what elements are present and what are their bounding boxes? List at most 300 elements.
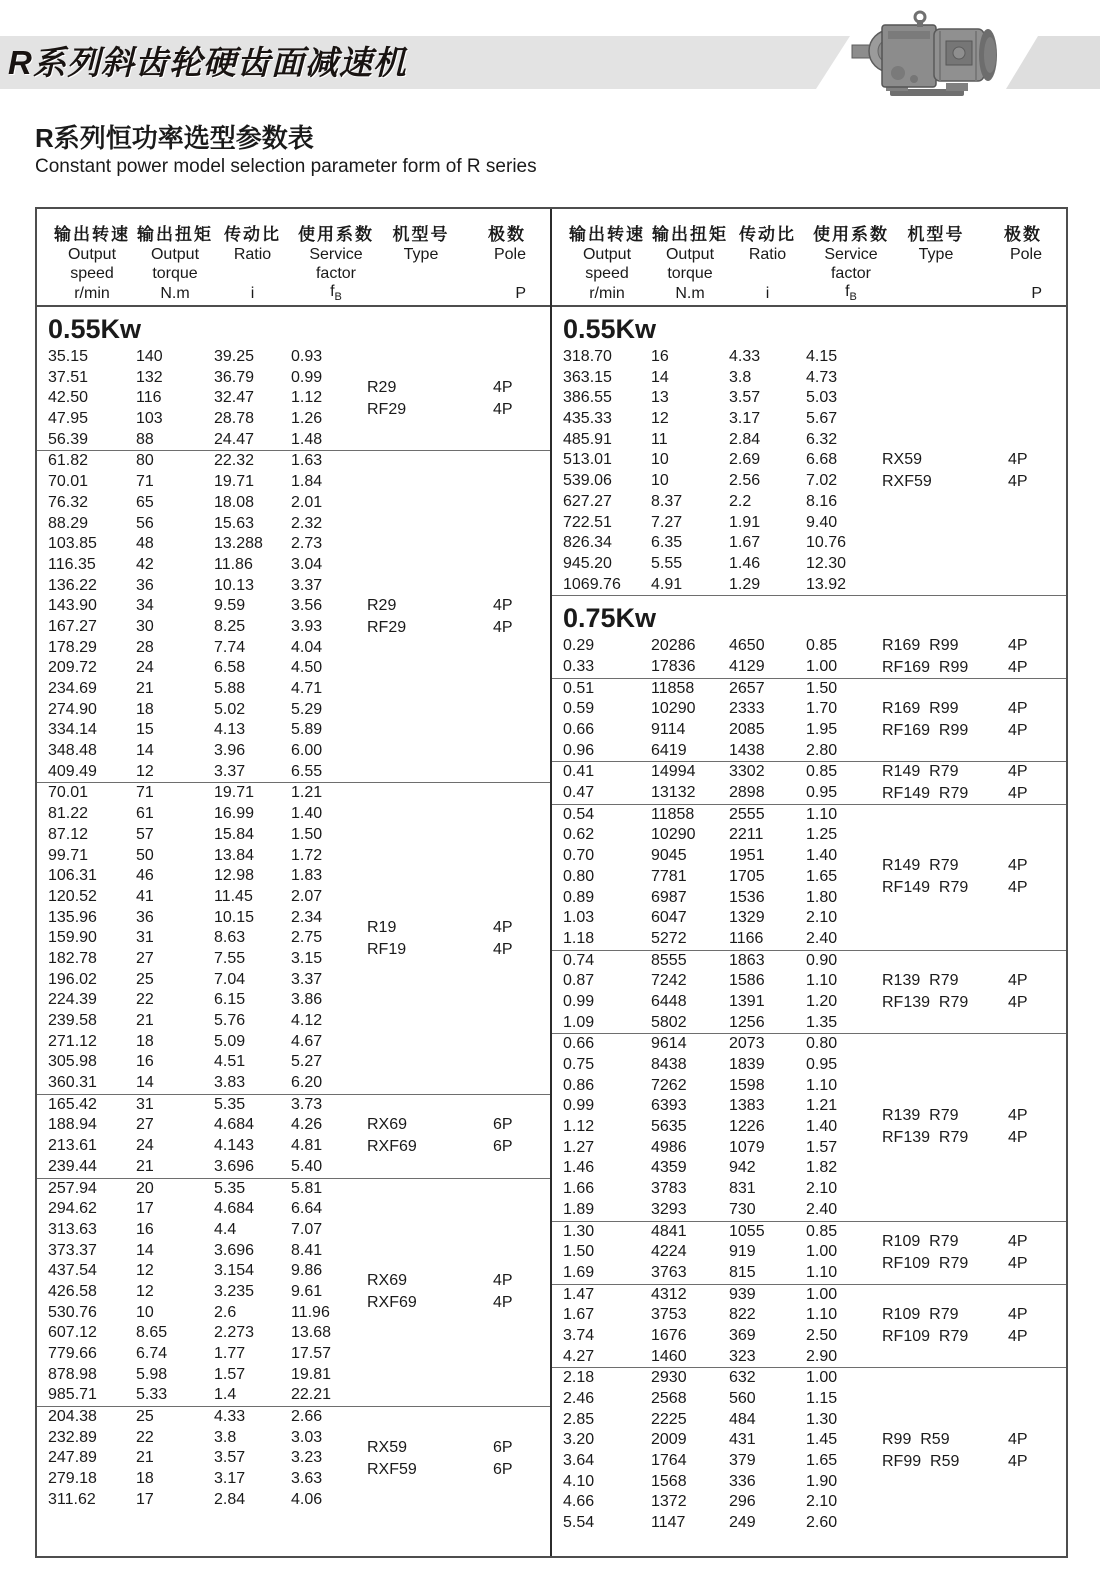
table-row [37, 720, 550, 741]
cell-torque: 22 [136, 991, 154, 1009]
cell-speed: 81.22 [48, 805, 89, 823]
cell-torque: 3753 [651, 1306, 687, 1324]
cell-ratio: 6.15 [214, 991, 246, 1009]
cell-speed: 4.66 [563, 1493, 595, 1511]
cell-speed: 0.51 [563, 679, 595, 697]
model-label: RXF59 [367, 1460, 417, 1478]
cell-ratio: 7.74 [214, 638, 246, 656]
type-pole-block [37, 1270, 550, 1314]
table-row [37, 1199, 550, 1220]
cell-ratio: 296 [729, 1493, 756, 1511]
table-row [552, 1076, 1066, 1097]
cell-torque: 41 [136, 887, 154, 905]
table-row [37, 1490, 550, 1511]
header-ratio: 传动比 Ratio i [739, 225, 796, 303]
cell-ratio: 1705 [729, 867, 765, 885]
pole-label: 4P [1008, 451, 1028, 469]
table-row [552, 368, 1066, 389]
cell-factor: 0.85 [806, 763, 838, 781]
cell-torque: 17836 [651, 657, 696, 675]
pole-label: 4P [493, 400, 513, 418]
cell-torque: 12 [651, 410, 669, 428]
cell-torque: 1764 [651, 1452, 687, 1470]
cell-factor: 3.04 [291, 555, 323, 573]
cell-factor: 2.07 [291, 887, 323, 905]
cell-factor: 3.63 [291, 1470, 323, 1488]
cell-torque: 25 [136, 970, 154, 988]
cell-torque: 9114 [651, 721, 686, 738]
cell-ratio: 3.83 [214, 1074, 246, 1092]
cell-factor: 10.76 [806, 534, 847, 552]
pole-label: 4P [1008, 1107, 1028, 1125]
table-row [37, 804, 550, 825]
cell-speed: 234.69 [48, 680, 97, 697]
cell-speed: 56.39 [48, 430, 89, 448]
cell-torque: 2009 [651, 1431, 687, 1449]
table-row [552, 679, 1066, 700]
cell-speed: 0.54 [563, 805, 595, 823]
cell-speed: 0.33 [563, 657, 595, 675]
cell-speed: 167.27 [48, 617, 97, 635]
model-label: RX59 [367, 1438, 408, 1456]
cell-speed: 136.22 [48, 576, 97, 594]
cell-torque: 4986 [651, 1138, 687, 1156]
model-label: RF109 R79 [882, 1254, 969, 1272]
cell-ratio: 1329 [729, 909, 765, 927]
model-group [552, 678, 1066, 762]
pole-label: 4P [1008, 1232, 1028, 1250]
table-row [37, 1344, 550, 1365]
model-group [552, 347, 1066, 595]
cell-factor: 1.12 [291, 389, 323, 407]
cell-speed: 4.10 [563, 1472, 595, 1490]
model-group [37, 450, 550, 782]
cell-ratio: 1.46 [729, 554, 761, 572]
cell-speed: 5.54 [563, 1514, 595, 1532]
cell-speed: 0.29 [563, 637, 595, 655]
cell-speed: 1.03 [563, 909, 595, 927]
pole-label: 4P [1008, 1305, 1028, 1323]
cell-speed: 826.34 [563, 534, 612, 552]
cell-speed: 373.37 [48, 1241, 97, 1259]
cell-torque: 4312 [651, 1285, 687, 1303]
cell-factor: 2.80 [806, 741, 838, 759]
table-row [37, 1241, 550, 1262]
cell-speed: 779.66 [48, 1345, 97, 1362]
cell-factor: 6.64 [291, 1200, 323, 1218]
cell-ratio: 323 [729, 1347, 756, 1365]
cell-torque: 31 [136, 1095, 154, 1113]
pole-label: 4P [1008, 879, 1028, 897]
cell-factor: 0.95 [806, 1056, 838, 1073]
cell-factor: 1.10 [806, 1263, 838, 1281]
cell-torque: 28 [136, 638, 154, 656]
cell-speed: 1.30 [563, 1222, 595, 1240]
type-line [552, 877, 1066, 899]
power-rating-heading: 0.55Kw [48, 314, 142, 344]
cell-speed: 305.98 [48, 1053, 97, 1071]
cell-ratio: 4129 [729, 657, 765, 675]
cell-ratio: 28.78 [214, 410, 255, 428]
cell-torque: 7781 [651, 867, 687, 885]
cell-factor: 0.99 [291, 368, 323, 386]
cell-speed: 945.20 [563, 554, 612, 572]
pole-label: 6P [493, 1116, 513, 1134]
cell-ratio: 730 [729, 1200, 756, 1218]
pole-label: 4P [1008, 1431, 1028, 1449]
cell-ratio: 1256 [729, 1013, 765, 1031]
cell-speed: 42.50 [48, 389, 89, 407]
cell-factor: 1.95 [806, 721, 838, 738]
model-group [552, 761, 1066, 803]
cell-factor: 6.20 [291, 1074, 323, 1092]
cell-factor: 2.10 [806, 1493, 838, 1511]
cell-ratio: 1.29 [729, 575, 761, 593]
cell-factor: 3.15 [291, 949, 323, 967]
type-line [37, 1114, 550, 1136]
cell-torque: 16 [136, 1220, 154, 1238]
cell-speed: 279.18 [48, 1470, 97, 1488]
cell-ratio: 3.96 [214, 742, 246, 760]
cell-torque: 13132 [651, 784, 696, 802]
cell-ratio: 2.2 [729, 492, 752, 510]
type-pole-block [37, 1114, 550, 1158]
cell-ratio: 1166 [729, 929, 764, 947]
cell-torque: 5.98 [136, 1365, 168, 1383]
pole-label: 4P [1008, 658, 1028, 676]
cell-speed: 271.12 [48, 1032, 97, 1050]
cell-torque: 18 [136, 1470, 154, 1488]
table-row [37, 1323, 550, 1344]
cell-ratio: 2073 [729, 1035, 765, 1053]
header-type: 机型号 Type [907, 225, 965, 263]
page-subtitle: Constant power model selection parameter form of R series [35, 156, 537, 177]
cell-factor: 2.01 [291, 493, 323, 511]
model-group [552, 1033, 1066, 1220]
cell-ratio: 1.91 [729, 513, 761, 531]
type-line [552, 471, 1066, 493]
cell-speed: 232.89 [48, 1428, 97, 1446]
cell-ratio: 632 [729, 1369, 756, 1387]
cell-ratio: 3.696 [214, 1241, 255, 1259]
cell-torque: 6448 [651, 992, 687, 1010]
type-line [552, 761, 1066, 783]
pole-label: 6P [493, 1138, 513, 1156]
cell-ratio: 1226 [729, 1118, 765, 1136]
model-label: RF149 R79 [882, 879, 969, 897]
table-body-left [37, 307, 550, 1511]
table-row [37, 1407, 550, 1428]
cell-ratio: 11.86 [214, 555, 253, 573]
cell-speed: 386.55 [563, 389, 612, 407]
cell-factor: 4.15 [806, 348, 838, 365]
cell-speed: 165.42 [48, 1095, 97, 1113]
cell-speed: 0.80 [563, 867, 595, 885]
cell-ratio: 3302 [729, 763, 765, 781]
header-type: 机型号 Type [392, 225, 450, 263]
cell-factor: 3.23 [291, 1449, 323, 1467]
cell-factor: 1.50 [291, 825, 323, 843]
cell-speed: 120.52 [48, 887, 97, 905]
cell-factor: 2.60 [806, 1514, 838, 1532]
cell-torque: 36 [136, 908, 154, 926]
cell-torque: 80 [136, 452, 154, 470]
cell-factor: 1.45 [806, 1431, 838, 1449]
cell-torque: 17 [136, 1490, 154, 1508]
table-row [552, 347, 1066, 368]
table-row [37, 825, 550, 846]
cell-ratio: 3.8 [729, 368, 752, 386]
cell-speed: 182.78 [48, 949, 97, 967]
table-row [552, 1472, 1066, 1493]
pole-label: 4P [1008, 785, 1028, 803]
table-row [552, 908, 1066, 929]
cell-speed: 1.89 [563, 1200, 595, 1218]
table-row [37, 762, 550, 783]
cell-factor: 1.82 [806, 1159, 838, 1177]
type-pole-block [552, 1105, 1066, 1149]
cell-ratio: 1438 [729, 741, 765, 759]
cell-factor: 4.26 [291, 1116, 323, 1134]
cell-speed: 47.95 [48, 410, 89, 428]
cell-speed: 360.31 [48, 1074, 97, 1092]
cell-torque: 5802 [651, 1013, 687, 1031]
cell-factor: 1.00 [806, 1285, 838, 1303]
table-row [37, 638, 550, 659]
cell-factor: 4.06 [291, 1490, 323, 1508]
model-label: RX69 [367, 1116, 408, 1134]
table-row [552, 554, 1066, 575]
cell-ratio: 3.154 [214, 1262, 255, 1280]
type-pole-block [552, 635, 1066, 679]
cell-factor: 3.03 [291, 1428, 323, 1446]
cell-factor: 2.50 [806, 1326, 838, 1344]
cell-speed: 1.27 [563, 1138, 595, 1156]
cell-factor: 9.40 [806, 513, 838, 531]
table-row [37, 846, 550, 867]
model-label: RF109 R79 [882, 1327, 969, 1345]
cell-speed: 985.71 [48, 1386, 97, 1404]
cell-torque: 4224 [651, 1243, 687, 1261]
model-label: R149 R79 [882, 763, 959, 781]
cell-torque: 12 [136, 1262, 154, 1280]
cell-speed: 76.32 [48, 493, 89, 511]
cell-torque: 11858 [651, 805, 695, 823]
cell-ratio: 4.4 [214, 1220, 237, 1238]
type-line [552, 1326, 1066, 1348]
cell-torque: 5.33 [136, 1386, 168, 1404]
cell-speed: 348.48 [48, 742, 97, 760]
table-row [552, 1492, 1066, 1513]
cell-factor: 1.65 [806, 1452, 838, 1470]
pole-label: 4P [1008, 700, 1028, 717]
cell-factor: 5.27 [291, 1053, 323, 1071]
cell-ratio: 1839 [729, 1056, 765, 1073]
type-line [37, 617, 550, 639]
cell-torque: 71 [136, 784, 154, 802]
cell-ratio: 3.57 [214, 1449, 246, 1467]
header-output-torque: 输出扭矩 Output torque N.m [652, 225, 728, 303]
cell-torque: 21 [136, 680, 154, 697]
cell-speed: 0.47 [563, 784, 595, 802]
cell-speed: 878.98 [48, 1365, 97, 1383]
table-row [552, 951, 1066, 972]
table-row [37, 347, 550, 368]
cell-ratio: 5.76 [214, 1012, 246, 1029]
type-pole-block [552, 970, 1066, 1014]
cell-ratio: 1586 [729, 972, 765, 990]
cell-ratio: 5.88 [214, 680, 246, 697]
cell-torque: 31 [136, 929, 154, 947]
cell-speed: 3.64 [563, 1452, 595, 1470]
cell-ratio: 4.684 [214, 1200, 255, 1218]
cell-ratio: 7.55 [214, 949, 246, 967]
table-row [552, 1389, 1066, 1410]
table-row [552, 492, 1066, 513]
type-pole-block [552, 761, 1066, 805]
cell-ratio: 1598 [729, 1076, 765, 1094]
cell-ratio: 13.84 [214, 846, 255, 864]
cell-torque: 20 [136, 1179, 154, 1197]
cell-ratio: 2.273 [214, 1324, 255, 1342]
cell-ratio: 2211 [729, 826, 764, 844]
table-row [552, 1285, 1066, 1306]
cell-factor: 4.50 [291, 659, 323, 677]
cell-speed: 35.15 [48, 348, 89, 365]
table-row [37, 555, 550, 576]
cell-ratio: 379 [729, 1452, 756, 1470]
cell-speed: 0.62 [563, 826, 595, 844]
cell-factor: 1.40 [291, 805, 323, 823]
model-label: R139 R79 [882, 971, 959, 989]
cell-torque: 13 [651, 389, 669, 407]
model-label: RF29 [367, 400, 407, 418]
cell-factor: 2.10 [806, 909, 838, 927]
cell-torque: 61 [136, 805, 154, 823]
model-label: R169 R99 [882, 636, 959, 654]
pole-label: 4P [493, 940, 513, 958]
cell-factor: 2.34 [291, 908, 323, 926]
header-ratio: 传动比 Ratio i [224, 225, 281, 303]
type-line [37, 1136, 550, 1158]
table-row [37, 534, 550, 555]
cell-torque: 11 [651, 430, 668, 448]
header-output-speed: 输出转速 Output speed r/min [569, 225, 645, 303]
type-line [552, 970, 1066, 992]
cell-ratio: 942 [729, 1159, 756, 1177]
cell-torque: 57 [136, 825, 154, 843]
cell-factor: 1.00 [806, 1369, 838, 1387]
model-group [37, 347, 550, 450]
type-line [37, 595, 550, 617]
cell-torque: 10 [651, 472, 669, 490]
cell-factor: 22.21 [291, 1386, 332, 1404]
cell-torque: 27 [136, 1116, 154, 1134]
cell-ratio: 2.84 [729, 430, 761, 448]
table-row [37, 514, 550, 535]
power-rating-heading: 0.55Kw [563, 314, 657, 344]
header-pole: 极数 Pole P [488, 225, 526, 303]
pole-label: 4P [1008, 1453, 1028, 1471]
cell-factor: 13.68 [291, 1324, 332, 1342]
table-row [37, 430, 550, 451]
cell-speed: 247.89 [48, 1449, 97, 1467]
cell-factor: 1.65 [806, 867, 838, 885]
cell-factor: 1.25 [806, 826, 838, 844]
cell-speed: 106.31 [48, 867, 97, 885]
cell-speed: 311.62 [48, 1490, 96, 1508]
cell-speed: 2.18 [563, 1369, 595, 1387]
cell-torque: 14994 [651, 763, 696, 781]
table-row [37, 1179, 550, 1200]
cell-torque: 71 [136, 473, 154, 491]
cell-factor: 3.56 [291, 597, 323, 615]
cell-speed: 437.54 [48, 1262, 97, 1280]
table-row [552, 1200, 1066, 1221]
cell-ratio: 4.51 [214, 1053, 246, 1071]
model-group [552, 1367, 1066, 1534]
cell-factor: 4.71 [291, 680, 323, 697]
cell-speed: 3.20 [563, 1431, 595, 1449]
cell-torque: 10290 [651, 826, 696, 844]
pole-label: 4P [493, 1272, 513, 1290]
table-row [37, 1385, 550, 1406]
cell-torque: 88 [136, 430, 154, 448]
cell-torque: 14 [136, 742, 154, 760]
type-line [552, 698, 1066, 720]
cell-speed: 1.67 [563, 1306, 595, 1324]
cell-torque: 65 [136, 493, 154, 511]
cell-speed: 1.18 [563, 929, 595, 947]
cell-torque: 12 [136, 1282, 154, 1300]
cell-factor: 6.32 [806, 430, 838, 448]
cell-factor: 1.21 [806, 1097, 838, 1115]
cell-ratio: 7.04 [214, 970, 246, 988]
pole-label: 4P [493, 618, 513, 636]
type-line [37, 917, 550, 939]
cell-torque: 6.35 [651, 534, 683, 552]
cell-torque: 10 [651, 451, 669, 469]
cell-factor: 0.93 [291, 348, 323, 365]
cell-torque: 22 [136, 1428, 154, 1446]
cell-torque: 1460 [651, 1347, 687, 1365]
cell-factor: 0.80 [806, 1035, 838, 1053]
cell-ratio: 560 [729, 1390, 756, 1407]
table-row [37, 658, 550, 679]
model-label: RXF59 [882, 473, 932, 491]
table-row [37, 472, 550, 493]
cell-speed: 318.70 [563, 348, 612, 365]
cell-ratio: 336 [729, 1472, 756, 1490]
pole-label: 4P [1008, 722, 1028, 739]
cell-ratio: 3.235 [214, 1282, 255, 1300]
cell-factor: 4.04 [291, 638, 323, 656]
type-pole-block [37, 917, 550, 961]
cell-speed: 159.90 [48, 929, 97, 947]
cell-ratio: 10.15 [214, 908, 255, 926]
model-group [552, 1284, 1066, 1368]
cell-ratio: 831 [729, 1180, 756, 1198]
cell-torque: 6.74 [136, 1345, 168, 1362]
page-title: R系列恒功率选型参数表 [35, 123, 314, 153]
cell-speed: 607.12 [48, 1324, 97, 1342]
cell-ratio: 3.696 [214, 1157, 255, 1175]
table-row [37, 970, 550, 991]
cell-speed: 0.75 [563, 1056, 595, 1073]
cell-factor: 12.30 [806, 554, 847, 572]
cell-factor: 1.90 [806, 1472, 838, 1490]
pole-label: 4P [1008, 1129, 1028, 1147]
